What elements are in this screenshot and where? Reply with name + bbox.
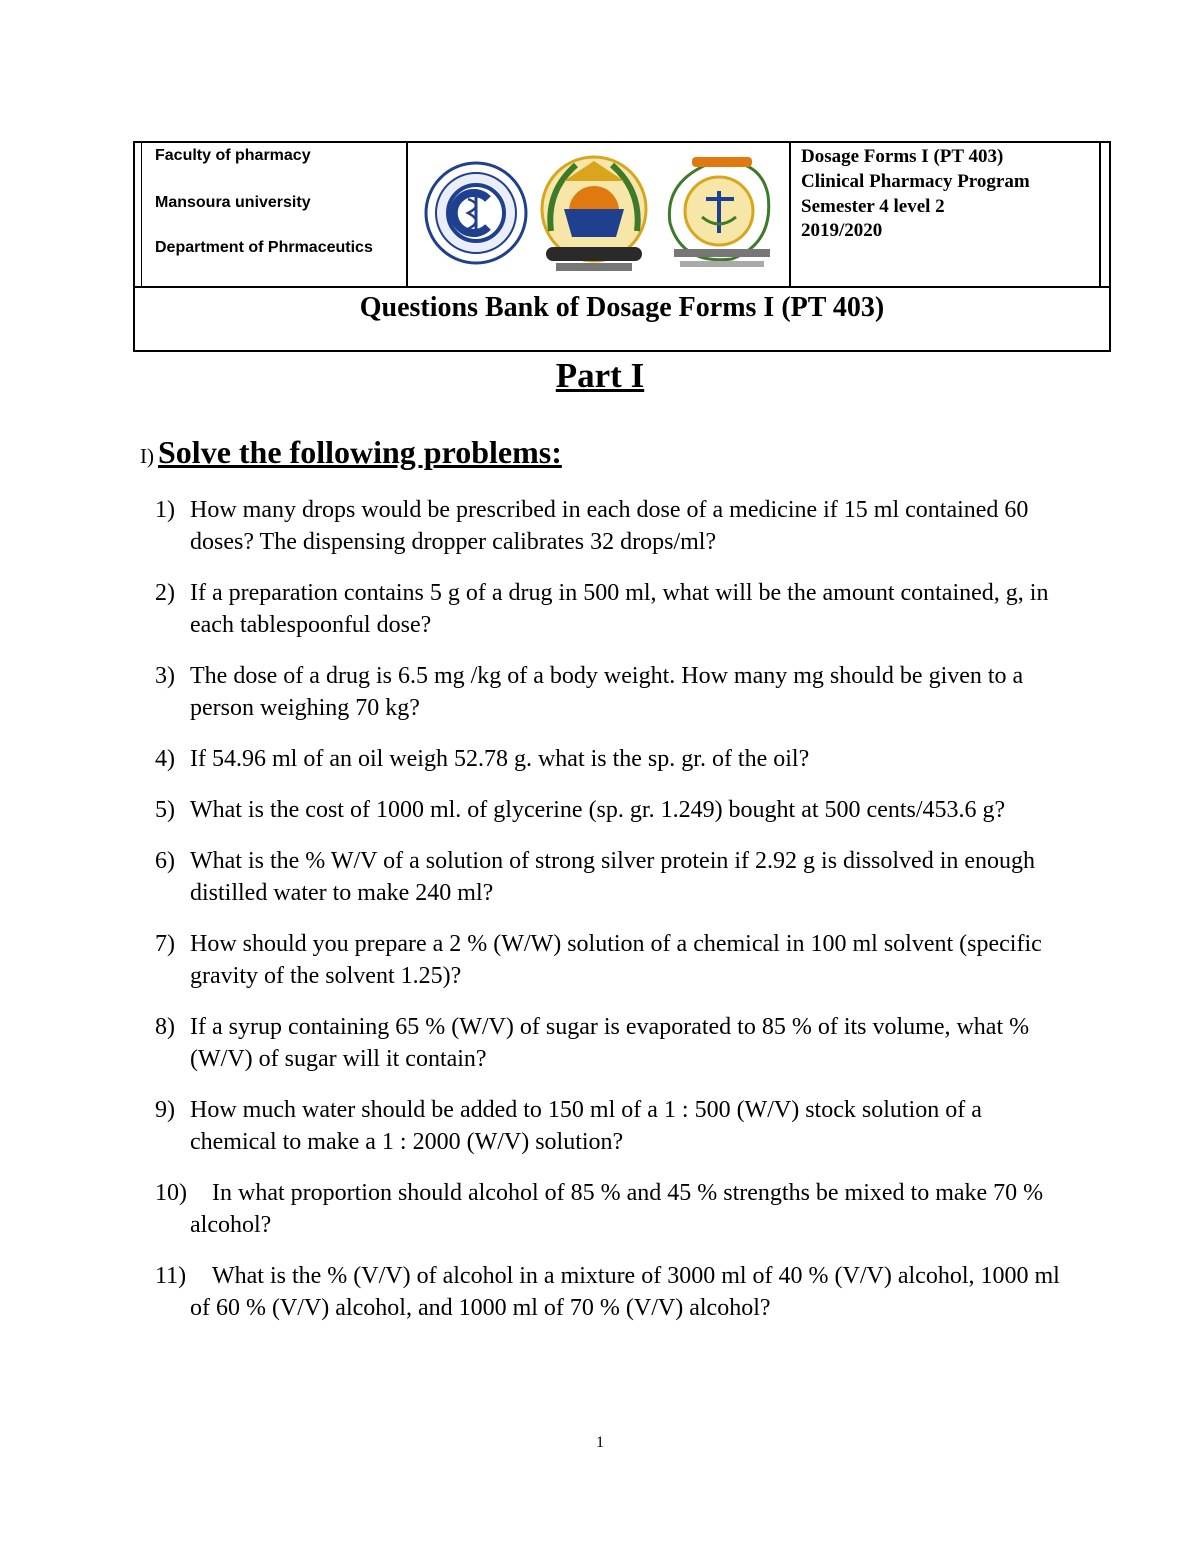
- question-number: 5): [155, 797, 175, 823]
- page-number: 1: [596, 1434, 604, 1451]
- question-text: The dose of a drug is 6.5 mg /kg of a body weight. How many mg should be given to a person weighing 70 kg?: [190, 663, 1024, 721]
- question-item: [155, 1011, 1065, 1075]
- faculty-name: Faculty of pharmacy: [155, 147, 311, 164]
- document-title: Questions Bank of Dosage Forms I (PT 403): [359, 292, 885, 323]
- question-number: 8): [155, 1014, 175, 1040]
- question-item: [155, 660, 1065, 724]
- question-item: [155, 743, 1065, 775]
- question-text: What is the % (V/V) of alcohol in a mixture of 3000 ml of 40 % (V/V) alcohol, 1000 ml of 60 % (V/V) alcohol, and 1000 ml of 70 % (V/V) alcohol?: [190, 1263, 1060, 1321]
- question-text: How should you prepare a 2 % (W/W) solution of a chemical in 100 ml solvent (specific gravity of the solvent 1.25)?: [190, 931, 1042, 989]
- question-text: How much water should be added to 150 ml of a 1 : 500 (W/V) stock solution of a chemical to make a 1 : 2000 (W/V) solution?: [190, 1097, 982, 1155]
- question-item: [155, 1094, 1065, 1158]
- question-item: [155, 1260, 1065, 1324]
- question-number: 9): [155, 1097, 175, 1123]
- question-number: 7): [155, 931, 175, 957]
- question-item: [155, 1177, 1065, 1241]
- section-number: I): [140, 444, 154, 468]
- university-name: Mansoura university: [155, 194, 311, 211]
- question-number: 10): [155, 1180, 187, 1206]
- course-info-cell: [791, 143, 1101, 286]
- question-text: If 54.96 ml of an oil weigh 52.78 g. what is the sp. gr. of the oil?: [190, 746, 810, 772]
- logos-group: [416, 151, 784, 279]
- question-text: If a syrup containing 65 % (W/V) of sugar is evaporated to 85 % of its volume, what % (W/V) of sugar will it contain?: [190, 1014, 1030, 1072]
- question-item: [155, 928, 1065, 992]
- question-number: 11): [155, 1263, 187, 1289]
- question-text: In what proportion should alcohol of 85 % and 45 % strengths be mixed to make 70 % alcohol?: [190, 1180, 1044, 1238]
- section-heading: [140, 434, 562, 471]
- questions-list: [155, 494, 1065, 1343]
- faculty-cell: [141, 143, 408, 286]
- question-item: [155, 794, 1065, 826]
- mansoura-university-logo: [542, 157, 646, 271]
- question-item: [155, 845, 1065, 909]
- question-text: If a preparation contains 5 g of a drug in 500 ml, what will be the amount contained, g, in each tablespoonful dose?: [190, 580, 1049, 638]
- question-item: [155, 494, 1065, 558]
- question-number: 6): [155, 848, 175, 874]
- header-table: [133, 141, 1111, 352]
- logos-cell: [408, 143, 791, 286]
- semester-level: Semester 4 level 2: [801, 196, 945, 217]
- question-text: What is the cost of 1000 ml. of glycerine (sp. gr. 1.249) bought at 500 cents/453.6 g?: [190, 797, 1006, 823]
- question-text: What is the % W/V of a solution of strong silver protein if 2.92 g is dissolved in enough distilled water to make 240 ml?: [190, 848, 1036, 906]
- question-number: 4): [155, 746, 175, 772]
- question-number: 2): [155, 580, 175, 606]
- program-name: Clinical Pharmacy Program: [801, 171, 1030, 192]
- section-title: Solve the following problems:: [158, 434, 562, 470]
- academic-year: 2019/2020: [801, 220, 883, 241]
- question-text: How many drops would be prescribed in each dose of a medicine if 15 ml contained 60 doses? The dispensing dropper calibrates 32 drops/ml?: [190, 497, 1029, 555]
- question-number: 3): [155, 663, 175, 689]
- pharmacy-society-logo: [669, 157, 770, 267]
- clinical-pharmacy-logo: [426, 163, 526, 263]
- header-row: [135, 143, 1109, 288]
- question-number: 1): [155, 497, 175, 523]
- question-item: [155, 577, 1065, 641]
- part-title: Part I: [555, 356, 645, 395]
- course-code: Dosage Forms I (PT 403): [801, 146, 1004, 167]
- department-name: Department of Phrmaceutics: [155, 239, 373, 256]
